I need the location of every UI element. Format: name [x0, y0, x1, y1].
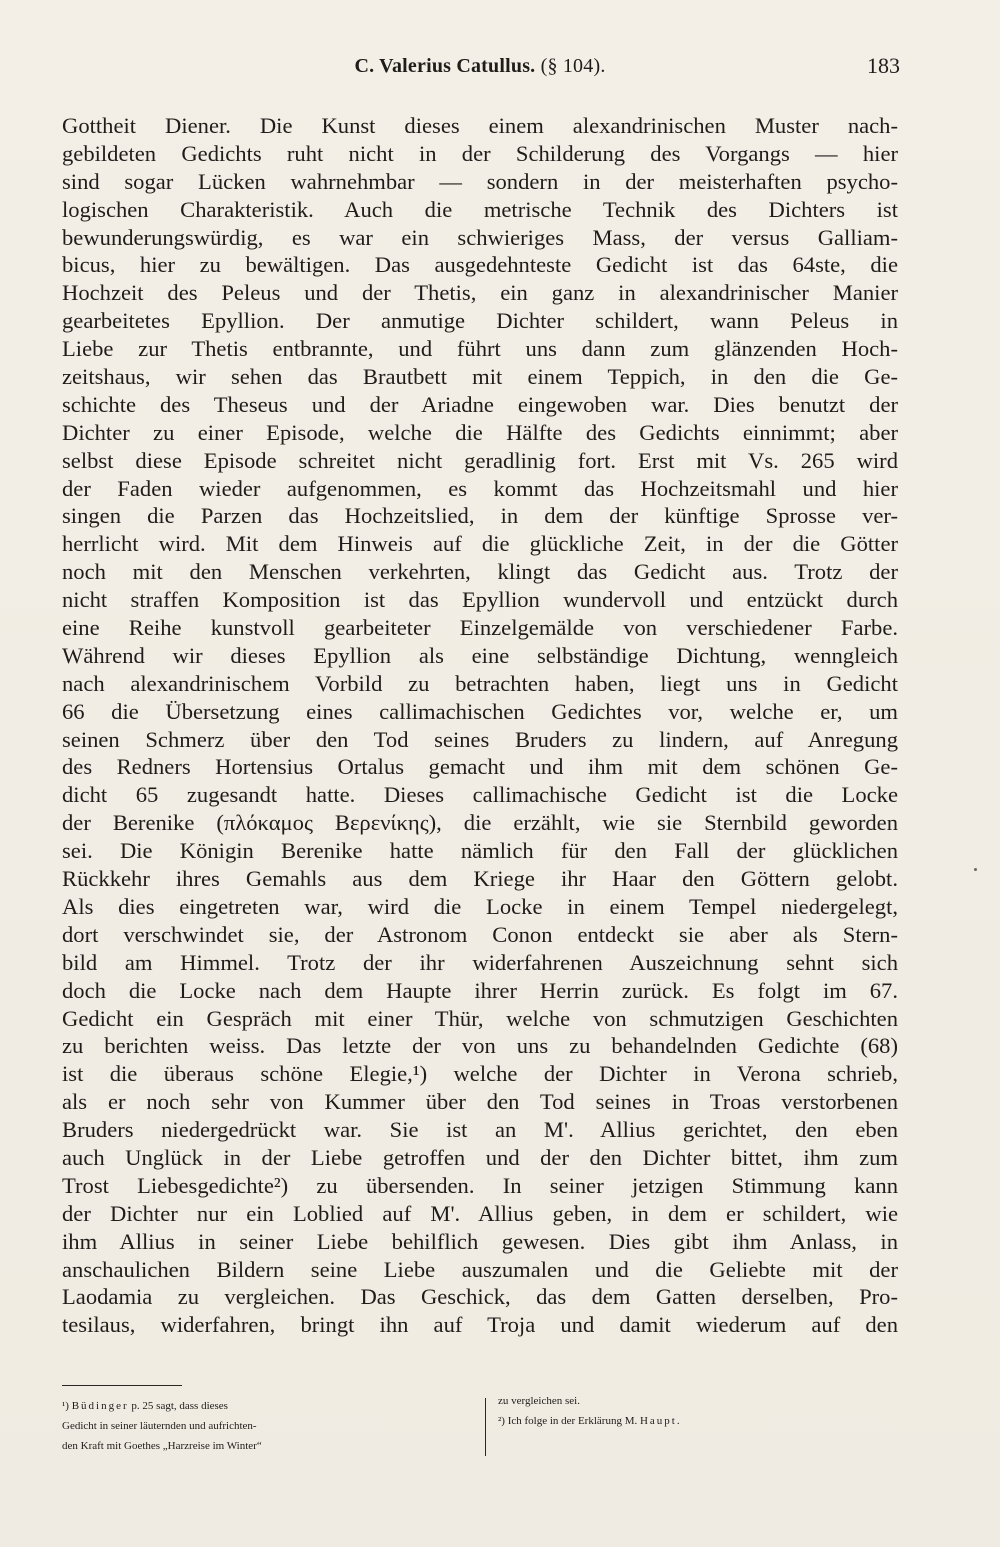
text-line: der Berenike (πλόκαμος Βερενίκης), die erzählt, wie sie Sternbild geworden [62, 810, 898, 836]
text-line: gearbeitetes Epyllion. Der anmutige Dichter schildert, wann Peleus in [62, 308, 898, 334]
text-line: Liebe zur Thetis entbrannte, und führt uns dann zum glänzenden Hoch- [62, 336, 898, 362]
text-line: der Faden wieder aufgenommen, es kommt das Hochzeitsmahl und hier [62, 475, 898, 501]
text-line: eine Reihe kunstvoll gearbeiteter Einzelgemälde von verschiedener Farbe. [62, 615, 898, 641]
text-line: sei. Die Königin Berenike hatte nämlich für den Fall der glücklichen [62, 838, 898, 864]
text-line: doch die Locke nach dem Haupte ihrer Herrin zurück. Es folgt im 67. [62, 977, 898, 1003]
text-line: nach alexandrinischem Vorbild zu betrachten haben, liegt uns in Gedicht [62, 670, 898, 696]
text-line: zeitshaus, wir sehen das Brautbett mit einem Teppich, in den die Ge- [62, 364, 898, 390]
page-number: 183 [867, 53, 900, 78]
paper-speck [974, 868, 977, 871]
text-line: dort verschwindet sie, der Astronom Conon entdeckt sie aber als Stern- [62, 921, 898, 947]
footnote-column-divider [485, 1398, 486, 1456]
text-line: Dichter zu einer Episode, welche die Hälfte des Gedichts einnimmt; aber [62, 419, 898, 445]
text-line: dicht 65 zugesandt hatte. Dieses callimachische Gedicht ist die Locke [62, 782, 898, 808]
text-line: Laodamia zu vergleichen. Das Geschick, das dem Gatten derselben, Pro- [62, 1284, 898, 1310]
footnote-2-column [498, 1391, 908, 1431]
footnote-1-text: p. 25 sagt, dass dieses [128, 1400, 228, 1412]
text-line: ist die überaus schöne Elegie,¹) welche der Dichter in Verona schrieb, [62, 1061, 898, 1087]
text-line: Als dies eingetreten war, wird die Locke in einem Tempel niedergelegt, [62, 893, 898, 919]
text-line: ihm Allius in seiner Liebe behilflich gewesen. Dies gibt ihm Anlass, in [62, 1228, 898, 1254]
text-line: selbst diese Episode schreitet nicht geradlinig fort. Erst mit Vs. 265 wird [62, 447, 898, 473]
text-line: gebildeten Gedichts ruht nicht in der Schilderung des Vorgangs — hier [62, 140, 898, 166]
running-title-author: C. Valerius Catullus. [354, 55, 536, 77]
text-line: sind sogar Lücken wahrnehmbar — sondern in der meisterhaften psycho- [62, 168, 898, 194]
text-line: Gottheit Diener. Die Kunst dieses einem alexandrinischen Muster nach- [62, 113, 898, 138]
footnote-1-marker: ¹) [62, 1400, 72, 1412]
text-line: herrlicht wird. Mit dem Hinweis auf die glückliche Zeit, in der die Götter [62, 531, 898, 557]
text-line: anschaulichen Bildern seine Liebe auszumalen und die Geliebte mit der [62, 1256, 898, 1282]
text-line: 66 die Übersetzung eines callimachischen Gedichtes vor, welche er, um [62, 698, 898, 724]
running-title [60, 55, 900, 78]
text-line: bild am Himmel. Trotz der ihr widerfahrenen Auszeichnung sehnt sich [62, 949, 898, 975]
text-line: Gedicht ein Gespräch mit einer Thür, welche von schmutzigen Geschichten [62, 1005, 898, 1031]
text-line: Hochzeit des Peleus und der Thetis, ein ganz in alexandrinischer Manier [62, 280, 898, 306]
text-line: Trost Liebesgedichte²) zu übersenden. In seiner jetzigen Stimmung kann [62, 1172, 898, 1198]
text-line: als er noch sehr von Kummer über den Tod seines in Troas verstorbenen [62, 1089, 898, 1115]
running-title-section: (§ 104). [540, 55, 606, 77]
footnote-2 [498, 1411, 908, 1431]
footnote-rule [62, 1385, 182, 1386]
text-line: seinen Schmerz über den Tod seines Bruders zu lindern, auf Anregung [62, 726, 898, 752]
text-line: Bruders niedergedrückt war. Sie ist an M'. Allius gerichtet, den eben [62, 1117, 898, 1143]
body-text [62, 112, 898, 1339]
footnote-2-author: Haupt [639, 1415, 677, 1427]
text-line: noch mit den Menschen verkehrten, klingt das Gedicht aus. Trotz der [62, 559, 898, 585]
text-line: nicht straffen Komposition ist das Epyllion wundervoll und entzückt durch [62, 587, 898, 613]
page-header [60, 55, 900, 87]
text-line: tesilaus, widerfahren, bringt ihn auf Troja und damit wiederum auf den [62, 1312, 898, 1338]
text-line: bicus, hier zu bewältigen. Das ausgedehnteste Gedicht ist das 64ste, die [62, 252, 898, 278]
footnote-1-line: Gedicht in seiner läuternden und aufrichten- [62, 1420, 257, 1432]
text-line: der Dichter nur ein Loblied auf M'. Allius geben, in dem er schildert, wie [62, 1200, 898, 1226]
footnote-2-suffix: . [676, 1415, 680, 1427]
footnote-1 [62, 1396, 472, 1456]
footnote-1-continuation: zu vergleichen sei. [498, 1395, 580, 1407]
text-line: auch Unglück in der Liebe getroffen und der den Dichter bittet, ihm zum [62, 1144, 898, 1170]
text-line: Während wir dieses Epyllion als eine selbständige Dichtung, wenngleich [62, 642, 898, 668]
footnote-2-text: ²) Ich folge in der Erklärung M. [498, 1415, 640, 1427]
text-line: bewunderungswürdig, es war ein schwieriges Mass, der versus Galliam- [62, 224, 898, 250]
text-line: schichte des Theseus und der Ariadne eingewoben war. Dies benutzt der [62, 391, 898, 417]
footnote-1-line [62, 1396, 472, 1416]
text-line: singen die Parzen das Hochzeitslied, in dem der künftige Sprosse ver- [62, 503, 898, 529]
footnote-1-author: Büdinger [71, 1400, 129, 1412]
text-line: Rückkehr ihres Gemahls aus dem Kriege ihr Haar den Göttern gelobt. [62, 866, 898, 892]
text-line: zu berichten weiss. Das letzte der von uns zu behandelnden Gedichte (68) [62, 1033, 898, 1059]
footnote-1-line: den Kraft mit Goethes „Harzreise im Winter“ [62, 1440, 262, 1452]
text-line: logischen Charakteristik. Auch die metrische Technik des Dichters ist [62, 196, 898, 222]
text-line: des Redners Hortensius Ortalus gemacht und ihm mit dem schönen Ge- [62, 754, 898, 780]
